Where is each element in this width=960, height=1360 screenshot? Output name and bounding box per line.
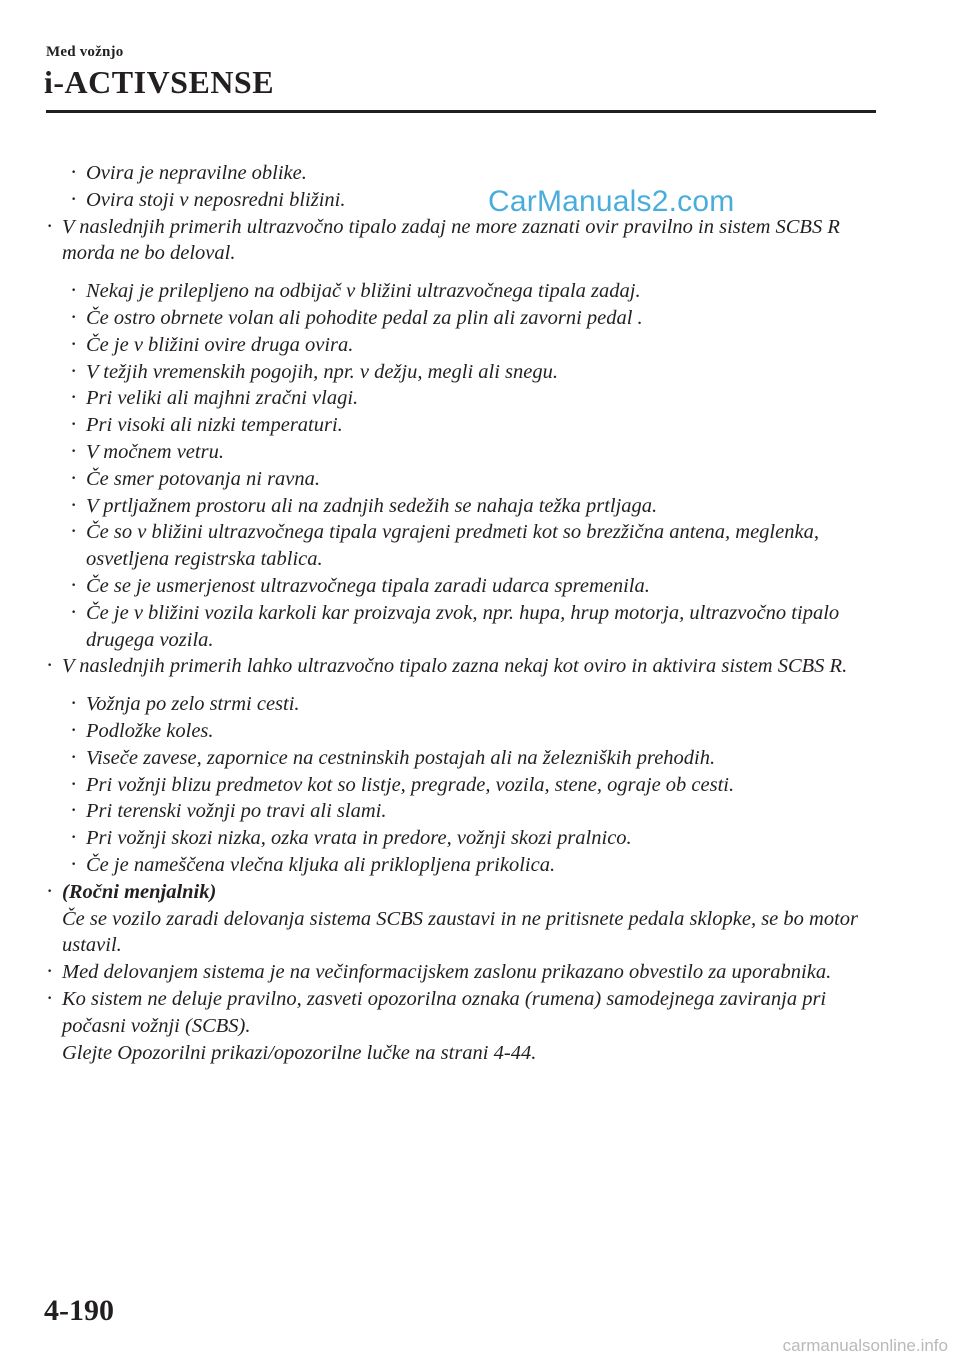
watermark: CarManuals2.com (488, 185, 735, 218)
header-rule (46, 110, 876, 113)
bullet-icon: · (71, 469, 77, 487)
bullet-icon: · (47, 657, 53, 675)
bullet-icon: · (47, 882, 53, 900)
section-label: Med vožnjo (46, 44, 124, 60)
list-item: · V naslednjih primerih lahko ultrazvočno tipalo zazna nekaj kot oviro in aktivira sistem SCBS R. (46, 653, 886, 680)
page-reference: Glejte Opozorilni prikazi/opozorilne lučke na strani 4-44. (62, 1041, 537, 1064)
bullet-icon: · (71, 829, 77, 847)
bullet-icon: · (71, 695, 77, 713)
list-item: · Pri vožnji skozi nizka, ozka vrata in predore, vožnji skozi pralnico. (70, 825, 886, 852)
bullet-icon: · (71, 802, 77, 820)
list-item: · Ovira stoji v neposredni bližini. (70, 187, 886, 214)
list-item: · Če se je usmerjenost ultrazvočnega tipala zaradi udarca spremenila. (70, 573, 886, 600)
list-item: · Nekaj je prilepljeno na odbijač v bližini ultrazvočnega tipala zadaj. (70, 278, 886, 305)
bullet-icon: · (71, 335, 77, 353)
bullet-icon: · (71, 748, 77, 766)
bullet-icon: · (71, 442, 77, 460)
list-item: · Med delovanjem sistema je na večinformacijskem zaslonu prikazano obvestilo za uporabnika. (46, 959, 886, 986)
bullet-icon: · (47, 217, 53, 235)
list-item: · Podložke koles. (70, 718, 886, 745)
list-item: · Če so v bližini ultrazvočnega tipala vgrajeni predmeti kot so brezžična antena, meglenka, osvetljena registrska tablica. (71, 521, 819, 571)
bullet-icon: · (71, 603, 77, 621)
bullet-icon: · (71, 282, 77, 300)
bullet-icon: · (47, 963, 53, 981)
list-item: · Pri visoki ali nizki temperaturi. (70, 412, 886, 439)
bullet-icon: · (71, 721, 77, 739)
list-item: · Vožnja po zelo strmi cesti. (70, 691, 886, 718)
bullet-icon: · (47, 989, 53, 1007)
bullet-icon: · (71, 496, 77, 514)
body-text (46, 160, 886, 1066)
manual-transmission-heading: (Ročni menjalnik) (62, 880, 217, 903)
list-item: · Pri vožnji blizu predmetov kot so listje, pregrade, vozila, stene, ograje ob cesti. (70, 772, 886, 799)
bullet-icon: · (71, 416, 77, 434)
list-item: · Če je nameščena vlečna kljuka ali priklopljena prikolica. (70, 852, 886, 879)
bullet-icon: · (71, 523, 77, 541)
page-title: i-ACTIVSENSE (44, 64, 275, 100)
list-item: · Če ostro obrnete volan ali pohodite pedal za plin ali zavorni pedal . (70, 305, 886, 332)
page-number: 4-190 (44, 1294, 114, 1327)
list-item: · V prtljažnem prostoru ali na zadnjih sedežih se nahaja težka prtljaga. (70, 493, 886, 520)
bullet-icon: · (71, 190, 77, 208)
list-item: · Če je v bližini ovire druga ovira. (70, 332, 886, 359)
list-item: · (Ročni menjalnik) Če se vozilo zaradi delovanja sistema SCBS zaustavi in ne pritisnete pedala sklopke, se bo motor ustavil. (46, 879, 886, 959)
list-item: · Viseče zavese, zapornice na cestninskih postajah ali na železniških prehodih. (70, 745, 886, 772)
bullet-icon: · (71, 164, 77, 181)
bullet-icon: · (71, 308, 77, 326)
bullet-icon: · (71, 576, 77, 594)
list-item: · Ko sistem ne deluje pravilno, zasveti opozorilna oznaka (rumena) samodejnega zaviranja pri počasni vožnji (SCBS). Glejte Opozorilni prikazi/opozorilne lučke na strani 4-44. (46, 986, 886, 1066)
bullet-icon: · (71, 389, 77, 407)
bullet-icon: · (71, 362, 77, 380)
list-item: · V naslednjih primerih ultrazvočno tipalo zadaj ne more zaznati ovir pravilno in sistem SCBS R morda ne bo deloval. (47, 215, 840, 265)
list-item: · V težjih vremenskih pogojih, npr. v dežju, megli ali snegu. (70, 359, 886, 386)
bullet-icon: · (71, 775, 77, 793)
list-item: · Pri terenski vožnji po travi ali slami. (70, 798, 886, 825)
footer-site: carmanualsonline.info (782, 1336, 948, 1355)
list-item: · Ovira je nepravilne oblike. (70, 160, 886, 187)
list-item: · Če je v bližini vozila karkoli kar proizvaja zvok, npr. hupa, hrup motorja, ultrazvočno tipalo drugega vozila. (71, 601, 840, 651)
bullet-icon: · (71, 855, 77, 873)
list-item: · Če smer potovanja ni ravna. (70, 466, 886, 493)
list-item: · V močnem vetru. (70, 439, 886, 466)
list-item: · Pri veliki ali majhni zračni vlagi. (70, 385, 886, 412)
